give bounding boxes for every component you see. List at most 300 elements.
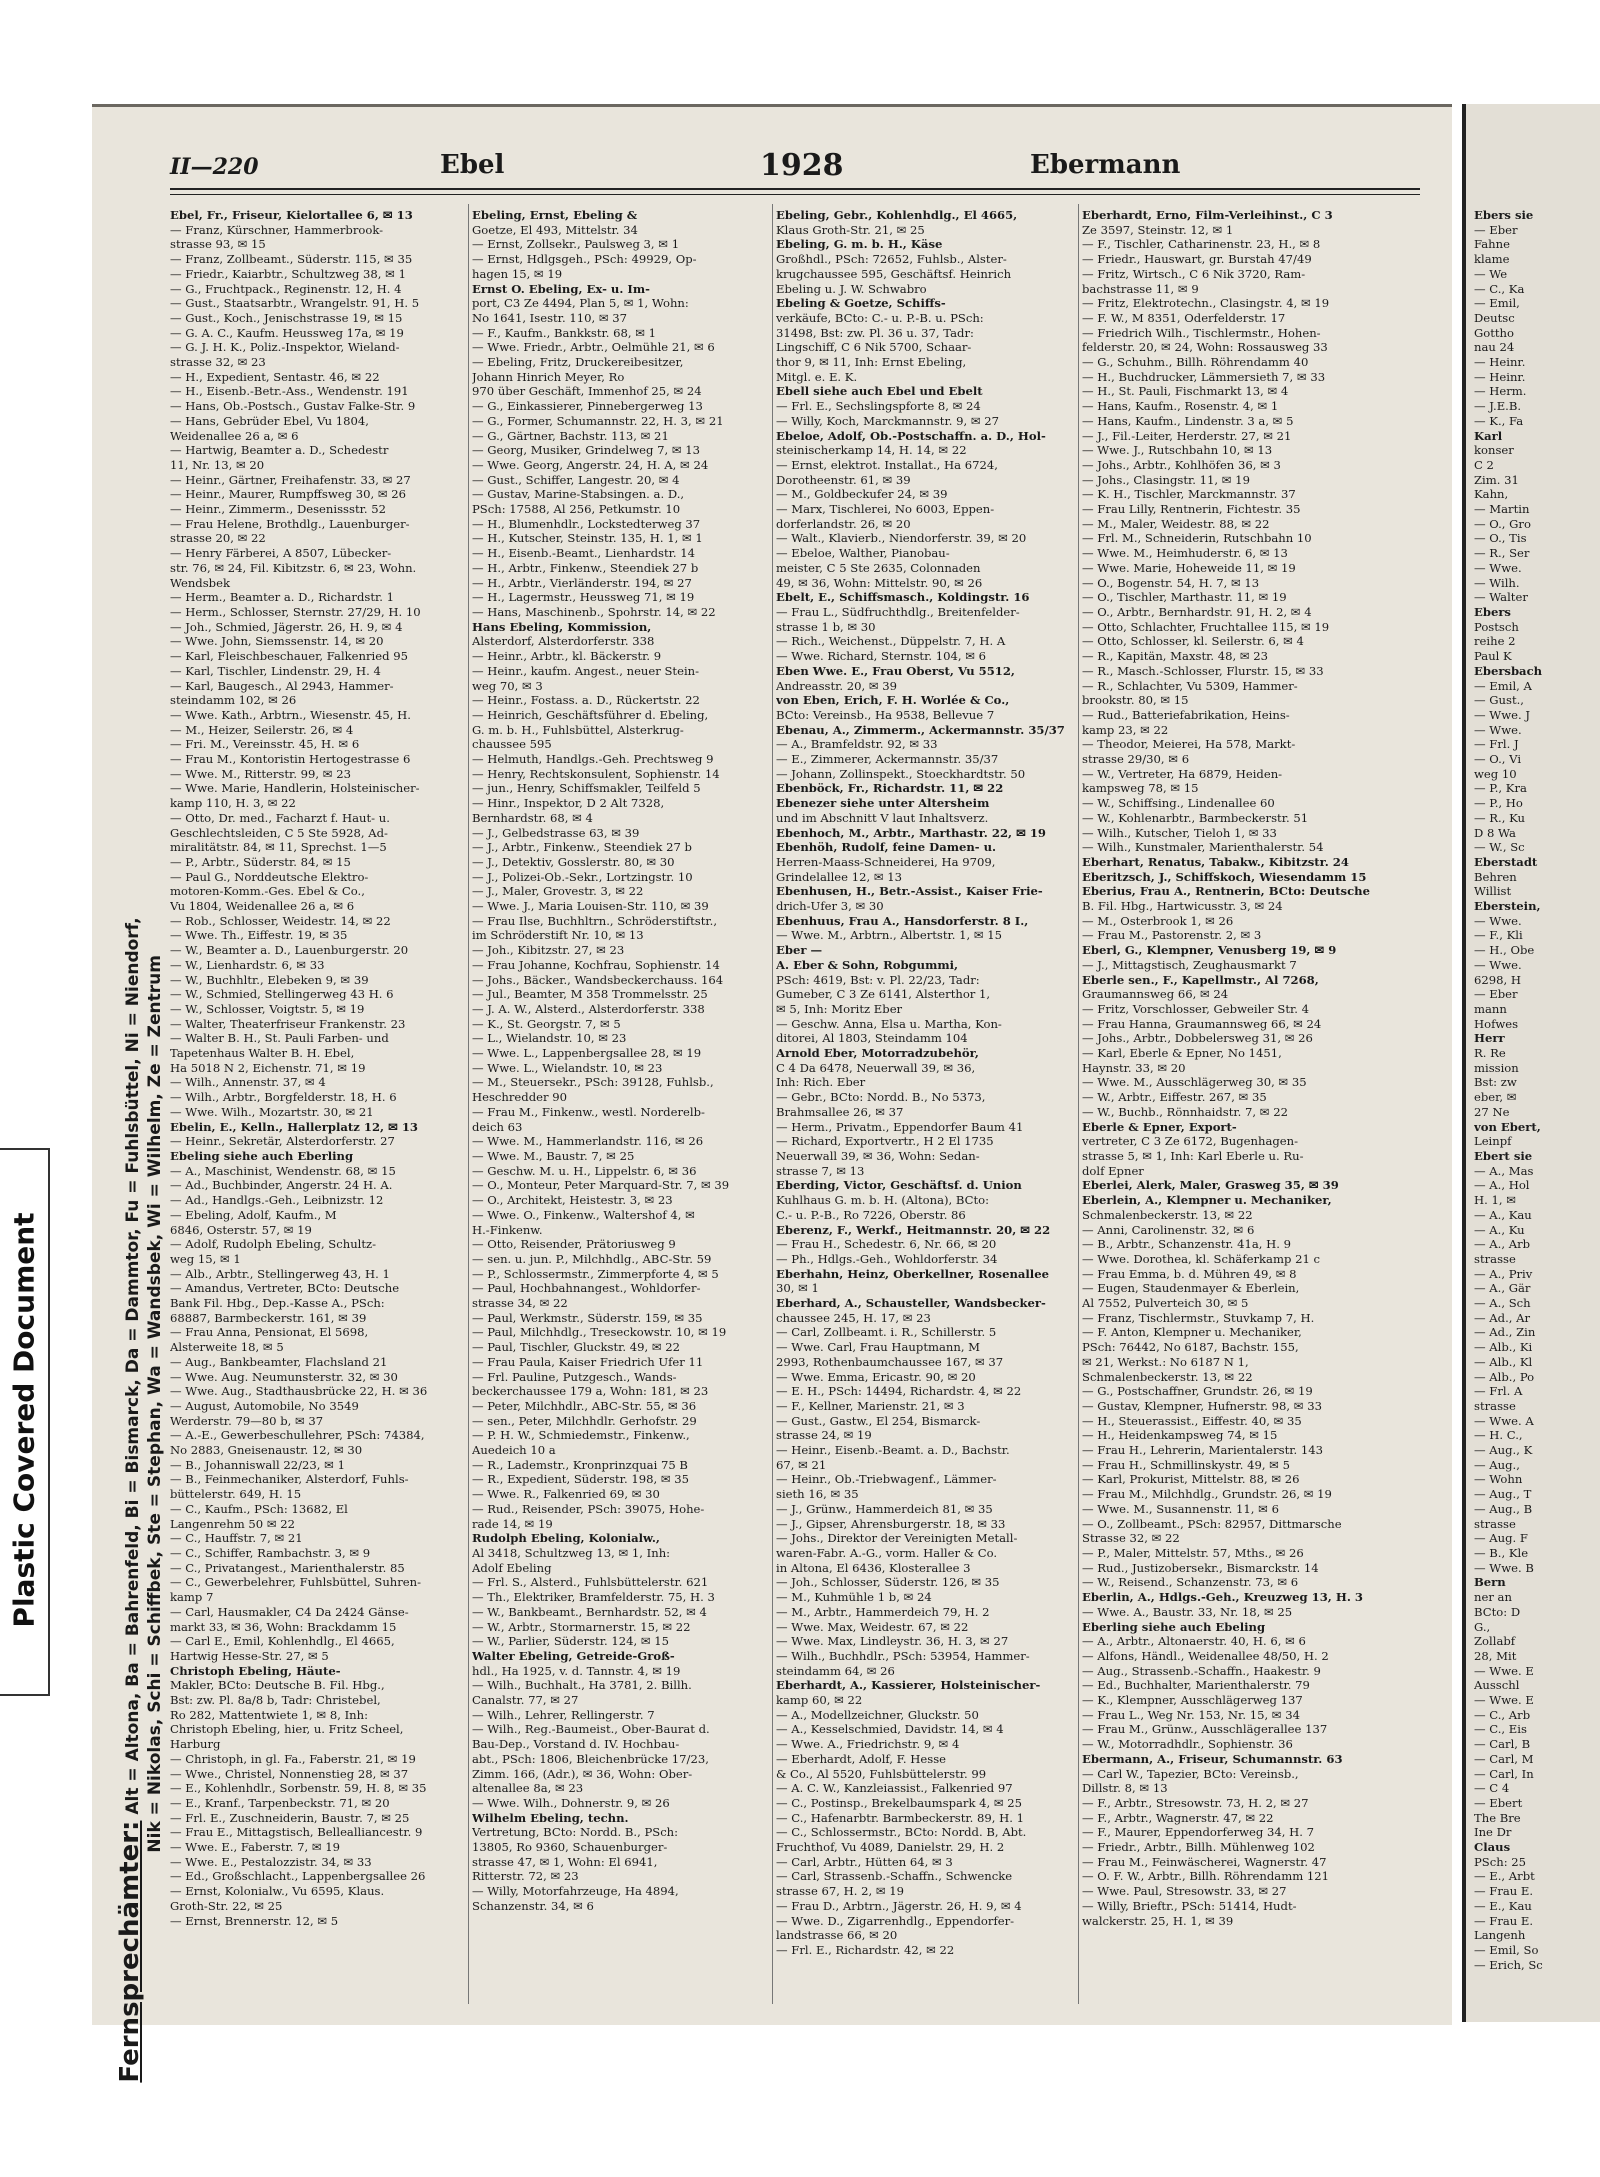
- directory-entry-line: — E. H., PSch: 14494, Richardstr. 4, ✉ 22: [776, 1384, 1022, 1399]
- directory-entry-line: Auedeich 10 a: [472, 1443, 556, 1458]
- directory-entry-line: — Otto, Schlachter, Fruchtallee 115, ✉ 19: [1082, 619, 1330, 634]
- directory-column-1: [170, 208, 464, 1928]
- adjacent-entry-line: Willist: [1474, 884, 1512, 899]
- directory-entry-line: Werderstr. 79—80 b, ✉ 37: [170, 1413, 324, 1428]
- directory-entry-line: — Wwe. Friedr., Arbtr., Oelmühle 21, ✉ 6: [472, 340, 715, 355]
- adjacent-entry-line: H. 1, ✉: [1474, 1193, 1516, 1208]
- directory-entry-line: — E., Kohlenhdlr., Sorbenstr. 59, H. 8, ✉ 35: [170, 1781, 427, 1796]
- directory-entry-line: — Heinr., Sekretär, Alsterdorferstr. 27: [170, 1134, 395, 1149]
- directory-entry-line: 68887, Barmbeckerstr. 161, ✉ 39: [170, 1310, 367, 1325]
- adjacent-entry-line: — Aug., T: [1474, 1487, 1532, 1502]
- directory-entry-line: — Wwe. O., Finkenw., Waltershof 4, ✉: [472, 1207, 695, 1222]
- directory-entry-line: — Ed., Großschlacht., Lappenbergsallee 26: [170, 1869, 426, 1884]
- adjacent-entry-line: Karl: [1474, 428, 1503, 443]
- directory-entry-line: Eberhahn, Heinz, Oberkellner, Rosenallee: [776, 1266, 1049, 1281]
- directory-entry-line: — Ernst, Zollsekr., Paulsweg 3, ✉ 1: [472, 237, 680, 252]
- adjacent-entry-line: PSch: 25: [1474, 1854, 1527, 1869]
- adjacent-entry-line: — O., Tis: [1474, 531, 1527, 546]
- adjacent-entry-line: strasse: [1474, 1251, 1516, 1266]
- adjacent-entry-line: — Aug., K: [1474, 1443, 1533, 1458]
- directory-entry-line: Gumeber, C 3 Ze 6141, Alsterthor 1,: [776, 987, 991, 1002]
- directory-entry-line: — Paul, Hochbahnangest., Wohldorfer-: [472, 1281, 701, 1296]
- directory-entry-line: — Johann, Zollinspekt., Stoeckhardtstr. 50: [776, 766, 1026, 781]
- directory-entry-line: — Hans, Kaufm., Lindenstr. 3 a, ✉ 5: [1082, 413, 1294, 428]
- directory-entry-line: — Heinr., Fostass. a. D., Rückertstr. 22: [472, 693, 700, 708]
- directory-entry-line: — Frl. E., Zuschneiderin, Baustr. 7, ✉ 25: [170, 1810, 410, 1825]
- adjacent-entry-line: — A., Gär: [1474, 1281, 1531, 1296]
- directory-entry-line: — C., Hauffstr. 7, ✉ 21: [170, 1531, 303, 1546]
- adjacent-entry-line: — A., Mas: [1474, 1163, 1534, 1178]
- directory-entry-line: miralitätstr. 84, ✉ 11, Sprechst. 1—5: [170, 840, 387, 855]
- directory-entry-line: Hartwig Hesse-Str. 27, ✉ 5: [170, 1648, 329, 1663]
- adjacent-entry-line: — Heinr.: [1474, 355, 1526, 370]
- directory-entry-line: — G., Former, Schumannstr. 22, H. 3, ✉ 21: [472, 413, 724, 428]
- directory-entry-line: — Wwe. M., Susannenstr. 11, ✉ 6: [1082, 1501, 1279, 1516]
- directory-entry-line: Ebenezer siehe unter Altersheim: [776, 796, 990, 811]
- directory-entry-line: PSch: 76442, No 6187, Bachstr. 155,: [1082, 1340, 1299, 1355]
- directory-entry-line: — F., Tischler, Catharinenstr. 23, H., ✉ 8: [1082, 237, 1321, 252]
- directory-entry-line: — J., Arbtr., Finkenw., Steendiek 27 b: [472, 840, 692, 855]
- adjacent-entry-line: — A., Priv: [1474, 1266, 1533, 1281]
- adjacent-entry-line: — A., Kau: [1474, 1207, 1532, 1222]
- directory-entry-line: — Hans, Kaufm., Rosenstr. 4, ✉ 1: [1082, 399, 1279, 414]
- directory-entry-line: — K., Klempner, Ausschlägerweg 137: [1082, 1693, 1303, 1708]
- directory-entry-line: — Frau M., Milchhdlg., Grundstr. 26, ✉ 19: [1082, 1487, 1332, 1502]
- directory-entry-line: Eberhardt, A., Kassierer, Holsteinischer-: [776, 1678, 1041, 1693]
- directory-entry-line: — Aug., Bankbeamter, Flachsland 21: [170, 1354, 388, 1369]
- directory-entry-line: — M., Heizer, Seilerstr. 26, ✉ 4: [170, 722, 354, 737]
- directory-entry-line: — G., Gärtner, Bachstr. 113, ✉ 21: [472, 428, 669, 443]
- directory-entry-line: — W., Arbtr., Eiffestr. 267, ✉ 35: [1082, 1090, 1267, 1105]
- directory-entry-line: — Wwe. M., Ritterstr. 99, ✉ 23: [170, 766, 351, 781]
- directory-entry-line: strasse 29/30, ✉ 6: [1082, 752, 1190, 767]
- adjacent-entry-line: — Herm.: [1474, 384, 1527, 399]
- directory-entry-line: — W., Motorradhdlr., Sophienstr. 36: [1082, 1737, 1293, 1752]
- directory-entry-line: Eberling siehe auch Ebeling: [1082, 1619, 1266, 1634]
- adjacent-entry-line: Claus: [1474, 1840, 1511, 1855]
- directory-entry-line: — Frl. E., Richardstr. 42, ✉ 22: [776, 1942, 955, 1957]
- directory-entry-line: Ebenhuus, Frau A., Hansdorferstr. 8 I.,: [776, 913, 1029, 928]
- adjacent-entry-line: — Ebert: [1474, 1795, 1523, 1810]
- directory-entry-line: Ebermann, A., Friseur, Schumannstr. 63: [1082, 1751, 1343, 1766]
- directory-entry-line: thor 9, ✉ 11, Inh: Ernst Ebeling,: [776, 355, 967, 370]
- plastic-cover-label: Plastic Covered Document: [7, 1212, 41, 1628]
- directory-entry-line: strasse 32, ✉ 23: [170, 355, 266, 370]
- directory-entry-line: hdl., Ha 1925, v. d. Tannstr. 4, ✉ 19: [472, 1663, 681, 1678]
- directory-entry-line: Brahmsallee 26, ✉ 37: [776, 1104, 904, 1119]
- directory-entry-line: — Helmuth, Handlgs.-Geh. Prechtsweg 9: [472, 752, 714, 767]
- directory-entry-line: — Fritz, Elektrotechn., Clasingstr. 4, ✉ 19: [1082, 296, 1330, 311]
- adjacent-entry-line: — A., Ku: [1474, 1222, 1525, 1237]
- directory-entry-line: — W., Bankbeamt., Bernhardstr. 52, ✉ 4: [472, 1604, 707, 1619]
- directory-entry-line: — August, Automobile, No 3549: [170, 1398, 359, 1413]
- adjacent-entry-line: — A., Arb: [1474, 1237, 1531, 1252]
- directory-entry-line: — Gust., Schiffer, Langestr. 20, ✉ 4: [472, 472, 680, 487]
- directory-entry-line: Eben Wwe. E., Frau Oberst, Vu 5512,: [776, 663, 1015, 678]
- adjacent-entry-line: D 8 Wa: [1474, 825, 1516, 840]
- directory-entry-line: strasse 1 b, ✉ 30: [776, 619, 876, 634]
- directory-entry-line: 49, ✉ 36, Wohn: Mittelstr. 90, ✉ 26: [776, 575, 983, 590]
- adjacent-entry-line: — C., Eis: [1474, 1722, 1527, 1737]
- adjacent-entry-line: — Ad., Ar: [1474, 1310, 1531, 1325]
- directory-entry-line: — O., Architekt, Heistestr. 3, ✉ 23: [472, 1193, 673, 1208]
- directory-entry-line: — Frl. S., Alsterd., Fuhlsbüttelerstr. 621: [472, 1575, 709, 1590]
- directory-entry-line: — Frau D., Arbtrn., Jägerstr. 26, H. 9, ✉ 4: [776, 1898, 1022, 1913]
- adjacent-entry-line: von Ebert,: [1474, 1119, 1541, 1134]
- directory-entry-line: — Wwe. J., Maria Louisen-Str. 110, ✉ 39: [472, 899, 709, 914]
- directory-entry-line: Inh: Rich. Eber: [776, 1075, 866, 1090]
- directory-entry-line: — Wwe. L., Wielandstr. 10, ✉ 23: [472, 1060, 663, 1075]
- directory-entry-line: Ernst O. Ebeling, Ex- u. Im-: [472, 281, 650, 296]
- directory-entry-line: Eberhard, A., Schausteller, Wandsbecker-: [776, 1296, 1046, 1311]
- directory-entry-line: — Henry, Rechtskonsulent, Sophienstr. 14: [472, 766, 720, 781]
- adjacent-entry-line: — Wwe. B: [1474, 1560, 1534, 1575]
- directory-entry-line: — Willy, Motorfahrzeuge, Ha 4894,: [472, 1884, 679, 1899]
- directory-entry-line: Ro 282, Mattentwiete 1, ✉ 8, Inh:: [170, 1707, 368, 1722]
- directory-entry-line: — Wwe. Max, Lindleystr. 36, H. 3, ✉ 27: [776, 1634, 1009, 1649]
- column-divider: [772, 204, 773, 2004]
- directory-entry-line: Lingschiff, C 6 Nik 5700, Schaar-: [776, 340, 972, 355]
- directory-entry-line: — Wilh., Kunstmaler, Marienthalerstr. 54: [1082, 840, 1324, 855]
- directory-entry-line: — Theodor, Meierei, Ha 578, Markt-: [1082, 737, 1296, 752]
- adjacent-entry-line: — P., Ho: [1474, 796, 1523, 811]
- directory-entry-line: — Wwe. Dorothea, kl. Schäferkamp 21 c: [1082, 1251, 1321, 1266]
- directory-entry-line: port, C3 Ze 4494, Plan 5, ✉ 1, Wohn:: [472, 296, 689, 311]
- directory-entry-line: — Ebeloe, Walther, Pianobau-: [776, 546, 950, 561]
- directory-entry-line: — J., Fil.-Leiter, Herderstr. 27, ✉ 21: [1082, 428, 1292, 443]
- directory-entry-line: — Heinr., Arbtr., kl. Bäckerstr. 9: [472, 649, 662, 664]
- directory-entry-line: kamp 23, ✉ 22: [1082, 722, 1169, 737]
- directory-entry-line: kamp 110, H. 3, ✉ 22: [170, 796, 296, 811]
- directory-entry-line: — Wwe. Wilh., Mozartstr. 30, ✉ 21: [170, 1104, 374, 1119]
- directory-entry-line: — Willy, Koch, Marckmannstr. 9, ✉ 27: [776, 413, 999, 428]
- adjacent-entry-line: — C., Ka: [1474, 281, 1525, 296]
- adjacent-entry-line: Leinpf: [1474, 1134, 1512, 1149]
- directory-entry-line: — Joh., Schmied, Jägerstr. 26, H. 9, ✉ 4: [170, 619, 403, 634]
- first-headword: Ebel: [440, 150, 505, 180]
- directory-entry-line: — Johs., Arbtr., Kohlhöfen 36, ✉ 3: [1082, 457, 1281, 472]
- directory-entry-line: — Alfons, Händl., Weidenallee 48/50, H. 2: [1082, 1648, 1329, 1663]
- directory-entry-line: — Gust., Staatsarbtr., Wrangelstr. 91, H. 5: [170, 296, 420, 311]
- directory-entry-line: — F., Arbtr., Stresowstr. 73, H. 2, ✉ 27: [1082, 1795, 1309, 1810]
- directory-entry-line: — jun., Henry, Schiffsmakler, Teilfeld 5: [472, 781, 701, 796]
- directory-entry-line: — Paul G., Norddeutsche Elektro-: [170, 869, 369, 884]
- directory-entry-line: — W., Lienhardstr. 6, ✉ 33: [170, 957, 325, 972]
- directory-entry-line: str. 76, ✉ 24, Fil. Kibitzstr. 6, ✉ 23, Wohn.: [170, 560, 417, 575]
- directory-entry-line: im Schröderstift Nr. 10, ✉ 13: [472, 928, 644, 943]
- adjacent-entry-line: — Frau E.: [1474, 1913, 1534, 1928]
- directory-entry-line: — Wwe. Richard, Sternstr. 104, ✉ 6: [776, 649, 986, 664]
- directory-entry-line: Alsterdorf, Alsterdorferstr. 338: [472, 634, 655, 649]
- directory-entry-line: — P., Arbtr., Süderstr. 84, ✉ 15: [170, 854, 351, 869]
- adjacent-entry-line: — Emil,: [1474, 296, 1520, 311]
- directory-entry-line: Ebeling, G. m. b. H., Käse: [776, 237, 943, 252]
- adjacent-entry-line: — O., Vi: [1474, 752, 1522, 767]
- directory-entry-line: — H., Arbtr., Finkenw., Steendiek 27 b: [472, 560, 699, 575]
- header-rule-thick: [170, 188, 1420, 190]
- directory-entry-line: — Walt., Klavierb., Niendorferstr. 39, ✉ 20: [776, 531, 1027, 546]
- directory-entry-line: — Hans, Ob.-Postsch., Gustav Falke-Str. 9: [170, 399, 416, 414]
- directory-entry-line: — H., St. Pauli, Fischmarkt 13, ✉ 4: [1082, 384, 1289, 399]
- directory-entry-line: steinischerkamp 14, H. 14, ✉ 22: [776, 443, 967, 458]
- adjacent-entry-line: Ebers: [1474, 604, 1511, 619]
- adjacent-entry-line: — Aug. F: [1474, 1531, 1528, 1546]
- directory-entry-line: Eberhart, Renatus, Tabakw., Kibitzstr. 24: [1082, 854, 1349, 869]
- adjacent-entry-line: Bst: zw: [1474, 1075, 1517, 1090]
- directory-entry-line: — Frl. Pauline, Putzgesch., Wands-: [472, 1369, 677, 1384]
- adjacent-entry-line: — Wwe.: [1474, 913, 1522, 928]
- directory-entry-line: — J., Gipser, Ahrensburgerstr. 18, ✉ 33: [776, 1516, 1006, 1531]
- directory-entry-line: — Rud., Batteriefabrikation, Heins-: [1082, 707, 1290, 722]
- directory-entry-line: Ebeloe, Adolf, Ob.-Postschaffn. a. D., Hol-: [776, 428, 1046, 443]
- adjacent-entry-line: — Walter: [1474, 590, 1528, 605]
- directory-entry-line: — Heinr., Eisenb.-Beamt. a. D., Bachstr.: [776, 1443, 1010, 1458]
- directory-entry-line: — Rob., Schlosser, Weidestr. 14, ✉ 22: [170, 913, 391, 928]
- directory-entry-line: chaussee 595: [472, 737, 552, 752]
- directory-entry-line: Ebenböck, Fr., Richardstr. 11, ✉ 22: [776, 781, 1004, 796]
- directory-entry-line: — W., Schlosser, Voigtstr. 5, ✉ 19: [170, 1001, 365, 1016]
- directory-entry-line: — M., Kuhmühle 1 b, ✉ 24: [776, 1590, 932, 1605]
- adjacent-entry-line: — Ad., Zin: [1474, 1325, 1536, 1340]
- directory-entry-line: — Friedr., Arbtr., Billh. Mühlenweg 102: [1082, 1840, 1315, 1855]
- directory-entry-line: — Georg, Musiker, Grindelweg 7, ✉ 13: [472, 443, 700, 458]
- directory-entry-line: sieth 16, ✉ 35: [776, 1487, 859, 1502]
- adjacent-entry-line: — A., Hol: [1474, 1178, 1530, 1193]
- directory-entry-line: — Otto, Reisender, Prätoriusweg 9: [472, 1237, 676, 1252]
- directory-entry-line: — A., Kesselschmied, Davidstr. 14, ✉ 4: [776, 1722, 1004, 1737]
- directory-entry-line: — F., Kellner, Marienstr. 21, ✉ 3: [776, 1398, 965, 1413]
- adjacent-entry-line: — K., Fa: [1474, 413, 1524, 428]
- directory-entry-line: — Frl. E., Sechslingspforte 8, ✉ 24: [776, 399, 981, 414]
- adjacent-entry-line: weg 10: [1474, 766, 1517, 781]
- directory-entry-line: — Frau H., Schmillinskystr. 49, ✉ 5: [1082, 1457, 1290, 1472]
- directory-column-4: [1082, 208, 1376, 1928]
- directory-entry-line: Ebenhusen, H., Betr.-Assist., Kaiser Frie-: [776, 884, 1043, 899]
- adjacent-entry-line: — Wwe. A: [1474, 1413, 1534, 1428]
- adjacent-entry-line: Eberstein,: [1474, 899, 1541, 914]
- directory-entry-line: — Paul, Milchhdlg., Treseckowstr. 10, ✉ 19: [472, 1325, 727, 1340]
- directory-entry-line: kamp 60, ✉ 22: [776, 1693, 863, 1708]
- directory-entry-line: — O., Arbtr., Bernhardstr. 91, H. 2, ✉ 4: [1082, 604, 1312, 619]
- directory-entry-line: — J., Detektiv, Gosslerstr. 80, ✉ 30: [472, 854, 675, 869]
- directory-entry-line: — Frau M., Feinwäscherei, Wagnerstr. 47: [1082, 1854, 1327, 1869]
- exchange-legend-line1: Alt = Altona, Ba = Bahrenfeld, Bi = Bismarck, Da = Dammtor, Fu = Fuhlsbüttel, Ni = Niendorf,: [123, 917, 143, 1815]
- directory-entry-line: — Wwe. Th., Eiffestr. 19, ✉ 35: [170, 928, 348, 943]
- directory-entry-line: — Joh., Schlosser, Süderstr. 126, ✉ 35: [776, 1575, 1000, 1590]
- adjacent-entry-line: — Eber: [1474, 222, 1518, 237]
- directory-entry-line: No 2883, Gneisenaustr. 12, ✉ 30: [170, 1443, 363, 1458]
- directory-entry-line: chaussee 245, H. 17, ✉ 23: [776, 1310, 931, 1325]
- directory-entry-line: — Hinr., Inspektor, D 2 Alt 7328,: [472, 796, 665, 811]
- directory-entry-line: — A., Bramfeldstr. 92, ✉ 33: [776, 737, 938, 752]
- directory-entry-line: — Willy, Brieftr., PSch: 51414, Hudt-: [1082, 1898, 1297, 1913]
- directory-entry-line: Eberding, Victor, Geschäftsf. d. Union: [776, 1178, 1022, 1193]
- directory-entry-line: — Gust., Koch., Jenischstrasse 19, ✉ 15: [170, 310, 403, 325]
- directory-entry-line: — G., Fruchtpack., Reginenstr. 12, H. 4: [170, 281, 402, 296]
- directory-entry-line: Ze 3597, Steinstr. 12, ✉ 1: [1082, 222, 1234, 237]
- directory-entry-line: — Frau Lilly, Rentnerin, Fichtestr. 35: [1082, 502, 1301, 517]
- directory-entry-line: Bst: zw. Pl. 8a/8 b, Tadr: Christebel,: [170, 1693, 381, 1708]
- directory-entry-line: Heschredder 90: [472, 1090, 567, 1105]
- directory-entry-line: Goetze, El 493, Mittelstr. 34: [472, 222, 638, 237]
- directory-entry-line: & Co., Al 5520, Fuhlsbüttelerstr. 99: [776, 1766, 987, 1781]
- directory-entry-line: — J. A. W., Alsterd., Alsterdorferstr. 338: [472, 1001, 705, 1016]
- directory-entry-line: hagen 15, ✉ 19: [472, 266, 563, 281]
- adjacent-entry-line: — H. C.,: [1474, 1428, 1523, 1443]
- directory-entry-line: Mitgl. e. E. K.: [776, 369, 858, 384]
- directory-entry-line: Eberle sen., F., Kapellmstr., Al 7268,: [1082, 972, 1319, 987]
- directory-entry-line: — Wilh., Buchhdlr., PSch: 53954, Hammer-: [776, 1648, 1030, 1663]
- directory-entry-line: — H., Arbtr., Vierländerstr. 194, ✉ 27: [472, 575, 692, 590]
- adjacent-entry-line: nau 24: [1474, 340, 1515, 355]
- directory-entry-line: — Carl, Hausmakler, C4 Da 2424 Gänse-: [170, 1604, 409, 1619]
- adjacent-entry-line: eber, ✉: [1474, 1090, 1517, 1105]
- directory-entry-line: — W., Vertreter, Ha 6879, Heiden-: [1082, 766, 1283, 781]
- directory-entry-line: — Frau M., Grünw., Ausschlägerallee 137: [1082, 1722, 1328, 1737]
- directory-entry-line: strasse 7, ✉ 13: [776, 1163, 865, 1178]
- directory-entry-line: — Rud., Justizobersekr., Bismarckstr. 14: [1082, 1560, 1319, 1575]
- directory-entry-line: — Hans, Maschinenb., Spohrstr. 14, ✉ 22: [472, 604, 716, 619]
- adjacent-entry-line: — Aug.,: [1474, 1457, 1520, 1472]
- adjacent-entry-line: ner an: [1474, 1590, 1512, 1605]
- adjacent-entry-line: — E., Kau: [1474, 1898, 1532, 1913]
- adjacent-entry-line: BCto: D: [1474, 1604, 1521, 1619]
- directory-entry-line: — R., Schlachter, Vu 5309, Hammer-: [1082, 678, 1298, 693]
- directory-entry-line: strasse 93, ✉ 15: [170, 237, 266, 252]
- directory-entry-line: — Heinr., Ob.-Triebwagenf., Lämmer-: [776, 1472, 997, 1487]
- directory-entry-line: Grindelallee 12, ✉ 13: [776, 869, 902, 884]
- directory-entry-line: Harburg: [170, 1737, 221, 1752]
- directory-entry-line: steindamm 102, ✉ 26: [170, 693, 297, 708]
- directory-entry-line: Ebel, Fr., Friseur, Kielortallee 6, ✉ 13: [170, 208, 413, 222]
- directory-entry-line: — G. A. C., Kaufm. Heussweg 17a, ✉ 19: [170, 325, 404, 340]
- directory-entry-line: — Aug., Strassenb.-Schaffn., Haakestr. 9: [1082, 1663, 1321, 1678]
- directory-entry-line: — W., Parlier, Süderstr. 124, ✉ 15: [472, 1634, 670, 1649]
- directory-entry-line: Haynstr. 33, ✉ 20: [1082, 1060, 1186, 1075]
- directory-entry-line: — Frau Anna, Pensionat, El 5698,: [170, 1325, 369, 1340]
- directory-entry-line: — Wwe. Max, Weidestr. 67, ✉ 22: [776, 1619, 969, 1634]
- directory-entry-line: Dillstr. 8, ✉ 13: [1082, 1781, 1168, 1796]
- adjacent-entry-line: — Wilh.: [1474, 575, 1520, 590]
- directory-entry-line: — Joh., Kibitzstr. 27, ✉ 23: [472, 943, 625, 958]
- directory-entry-line: — Wwe. A., Friedrichstr. 9, ✉ 4: [776, 1737, 960, 1752]
- directory-entry-line: — Paul, Werkmstr., Süderstr. 159, ✉ 35: [472, 1310, 703, 1325]
- directory-entry-line: strasse 20, ✉ 22: [170, 531, 266, 546]
- directory-entry-line: — Wwe. L., Lappenbergsallee 28, ✉ 19: [472, 1046, 702, 1061]
- adjacent-entry-line: Gottho: [1474, 325, 1515, 340]
- directory-entry-line: Eberlei, Alerk, Maler, Grasweg 35, ✉ 39: [1082, 1178, 1339, 1193]
- directory-entry-line: Bernhardstr. 68, ✉ 4: [472, 810, 593, 825]
- directory-entry-line: — Rich., Weichenst., Düppelstr. 7, H. A: [776, 634, 1006, 649]
- directory-entry-line: — M., Arbtr., Hammerdeich 79, H. 2: [776, 1604, 990, 1619]
- adjacent-entry-line: — Carl, B: [1474, 1737, 1531, 1752]
- directory-entry-line: — Wwe. J., Rutschbahn 10, ✉ 13: [1082, 443, 1273, 458]
- adjacent-entry-line: 6298, H: [1474, 972, 1521, 987]
- directory-entry-line: — Amandus, Vertreter, BCto: Deutsche: [170, 1281, 400, 1296]
- directory-entry-line: — Frau L., Weg Nr. 153, Nr. 15, ✉ 34: [1082, 1707, 1300, 1722]
- directory-entry-line: — G. J. H. K., Poliz.-Inspektor, Wieland-: [170, 340, 400, 355]
- directory-entry-line: — Ed., Buchhalter, Marienthalerstr. 79: [1082, 1678, 1310, 1693]
- directory-entry-line: — Frau H., Lehrerin, Marientalerstr. 143: [1082, 1443, 1324, 1458]
- directory-entry-line: — E., Kranf., Tarpenbeckstr. 71, ✉ 20: [170, 1795, 390, 1810]
- directory-entry-line: — Carl, Zollbeamt. i. R., Schillerstr. 5: [776, 1325, 997, 1340]
- adjacent-entry-line: Zim. 31: [1474, 472, 1519, 487]
- directory-entry-line: ✉ 5, Inh: Moritz Eber: [776, 1001, 903, 1016]
- directory-entry-line: 30, ✉ 1: [776, 1281, 819, 1296]
- directory-entry-line: — Karl, Eberle & Epner, No 1451,: [1082, 1046, 1282, 1061]
- directory-entry-line: 13805, Ro 9360, Schauenburger-: [472, 1840, 668, 1855]
- directory-entry-line: — Wwe. Paul, Stresowstr. 33, ✉ 27: [1082, 1884, 1287, 1899]
- directory-entry-line: Al 3418, Schultzweg 13, ✉ 1, Inh:: [472, 1545, 671, 1560]
- directory-entry-line: BCto: Vereinsb., Ha 9538, Bellevue 7: [776, 707, 995, 722]
- directory-entry-line: Wendsbek: [170, 575, 230, 590]
- directory-entry-line: — Frau Ilse, Buchhltrn., Schröderstiftstr.,: [472, 913, 718, 928]
- adjacent-entry-line: — C 4: [1474, 1781, 1510, 1796]
- directory-entry-line: — Fri. M., Vereinsstr. 45, H. ✉ 6: [170, 737, 360, 752]
- directory-entry-line: — R., Lademstr., Kronprinzquai 75 B: [472, 1457, 688, 1472]
- directory-entry-line: strasse 24, ✉ 19: [776, 1428, 872, 1443]
- directory-entry-line: — Carl W., Tapezier, BCto: Vereinsb.,: [1082, 1766, 1299, 1781]
- directory-entry-line: — Gustav, Marine-Stabsingen. a. D.,: [472, 487, 685, 502]
- directory-entry-line: meister, C 5 Ste 2635, Colonnaden: [776, 560, 981, 575]
- directory-entry-line: brookstr. 80, ✉ 15: [1082, 693, 1189, 708]
- directory-entry-line: strasse 5, ✉ 1, Inh: Karl Eberle u. Ru-: [1082, 1149, 1304, 1163]
- directory-entry-line: — Gust., Gastw., El 254, Bismarck-: [776, 1413, 981, 1428]
- directory-entry-line: — Ebeling, Fritz, Druckereibesitzer,: [472, 355, 684, 370]
- directory-entry-line: Kuhlhaus G. m. b. H. (Altona), BCto:: [776, 1193, 990, 1208]
- directory-entry-line: — Henry Färberei, A 8507, Lübecker-: [170, 546, 392, 561]
- directory-entry-line: Langenrehm 50 ✉ 22: [170, 1516, 295, 1531]
- directory-entry-line: — Eberhardt, Adolf, F. Hesse: [776, 1751, 947, 1766]
- directory-entry-line: — H., Blumenhdlr., Lockstedterweg 37: [472, 516, 701, 531]
- directory-entry-line: Herren-Maass-Schneiderei, Ha 9709,: [776, 854, 996, 869]
- adjacent-entry-line: — R., Ku: [1474, 810, 1525, 825]
- directory-entry-line: — Paul, Tischler, Gluckstr. 49, ✉ 22: [472, 1340, 681, 1355]
- adjacent-entry-line: — O., Gro: [1474, 516, 1531, 531]
- directory-entry-line: — F., Maurer, Eppendorferweg 34, H. 7: [1082, 1825, 1315, 1840]
- adjacent-entry-line: Eberstadt: [1474, 854, 1538, 869]
- exchange-legend-line2: Nik = Nikolas, Schi = Schiffbek, Ste = Stephan, Wa = Wandsbek, Wi = Wilhelm, Ze = Zentrum: [145, 955, 165, 1853]
- adjacent-page: [1462, 104, 1600, 2022]
- directory-entry-line: büttelerstr. 649, H. 15: [170, 1487, 302, 1502]
- directory-entry-line: — Geschw. M. u. H., Lippelstr. 6, ✉ 36: [472, 1163, 697, 1178]
- directory-entry-line: — Ph., Hdlgs.-Geh., Wohldorferstr. 34: [776, 1251, 998, 1266]
- adjacent-page-column: [1474, 208, 1600, 1972]
- page-number: II—220: [170, 154, 259, 180]
- directory-entry-line: PSch: 17588, Al 256, Petkumstr. 10: [472, 502, 681, 517]
- directory-entry-line: Ebeling & Goetze, Schiffs-: [776, 296, 946, 311]
- directory-entry-line: — Wwe. E., Faberstr. 7, ✉ 19: [170, 1840, 341, 1855]
- directory-entry-line: Ha 5018 N 2, Eichenstr. 71, ✉ 19: [170, 1060, 366, 1075]
- directory-entry-line: — Carl E., Emil, Kohlenhdlg., El 4665,: [170, 1634, 395, 1649]
- directory-entry-line: — Wilh., Arbtr., Borgfelderstr. 18, H. 6: [170, 1090, 397, 1105]
- directory-entry-line: Eberenz, F., Werkf., Heitmannstr. 20, ✉ 22: [776, 1222, 1051, 1237]
- adjacent-entry-line: — Heinr.: [1474, 369, 1526, 384]
- directory-entry-line: — C., Schiffer, Rambachstr. 3, ✉ 9: [170, 1545, 371, 1560]
- directory-entry-line: — Ernst, Hdlgsgeh., PSch: 49929, Op-: [472, 252, 697, 267]
- directory-entry-line: — Ernst, elektrot. Installat., Ha 6724,: [776, 457, 998, 472]
- directory-entry-line: — Wwe. A., Baustr. 33, Nr. 18, ✉ 25: [1082, 1604, 1293, 1619]
- directory-entry-line: — Frau Helene, Brothdlg., Lauenburger-: [170, 516, 410, 531]
- directory-entry-line: Eberhardt, Erno, Film-Verleihinst., C 3: [1082, 208, 1333, 222]
- directory-entry-line: Alsterweite 18, ✉ 5: [170, 1340, 284, 1355]
- directory-entry-line: Ebeling, Ernst, Ebeling &: [472, 208, 638, 222]
- directory-entry-line: — P. H. W., Schmiedemstr., Finkenw.,: [472, 1428, 690, 1443]
- directory-column-2: [472, 208, 766, 1914]
- directory-entry-line: ditorei, Al 1803, Steindamm 104: [776, 1031, 968, 1046]
- directory-entry-line: — A.-E., Gewerbeschullehrer, PSch: 74384,: [170, 1428, 425, 1443]
- directory-entry-line: Eberitzsch, J., Schiffskoch, Wiesendamm 15: [1082, 869, 1367, 884]
